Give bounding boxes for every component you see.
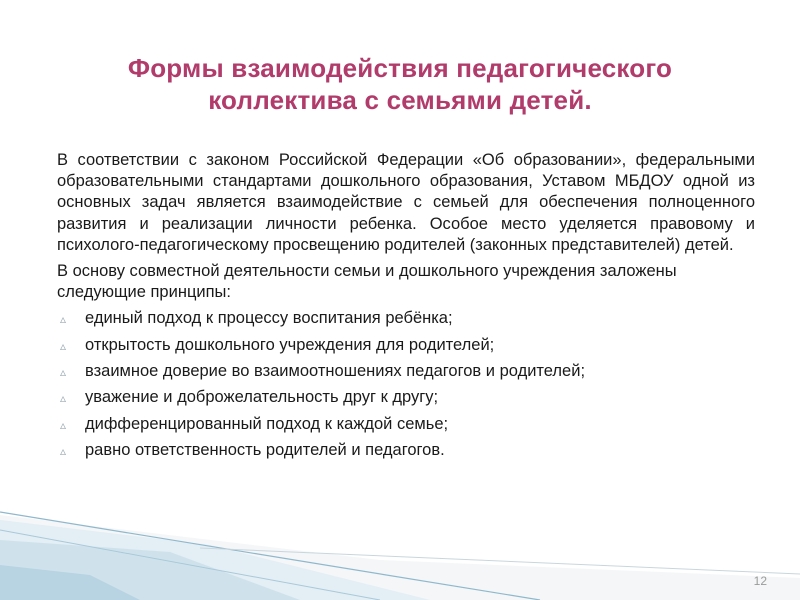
list-item-text: открытость дошкольного учреждения для родителей; — [85, 335, 495, 354]
list-item — [57, 308, 755, 329]
list-item — [57, 440, 755, 461]
slide-title — [60, 52, 740, 116]
triangle-bullet-icon: ▵ — [60, 365, 67, 380]
triangle-bullet-icon: ▵ — [60, 312, 67, 327]
list-item — [57, 361, 755, 382]
triangle-bullet-icon: ▵ — [60, 417, 67, 432]
list-item — [57, 335, 755, 356]
title-line-1: Формы взаимодействия педагогического — [127, 53, 673, 83]
principles-intro-paragraph: В основу совместной деятельности семьи и дошкольного учреждения заложены следующие принципы: — [57, 262, 677, 302]
list-item — [57, 387, 755, 408]
triangle-bullet-icon: ▵ — [60, 391, 67, 406]
slide-body — [57, 150, 755, 466]
list-item-text: дифференцированный подход к каждой семье; — [85, 414, 449, 433]
triangle-bullet-icon: ▵ — [60, 338, 67, 353]
list-item — [57, 414, 755, 435]
list-item-text: уважение и доброжелательность друг к другу; — [85, 388, 439, 407]
list-item-text: единый подход к процессу воспитания ребёнка; — [85, 309, 453, 328]
page-number: 12 — [753, 574, 767, 588]
triangle-bullet-icon: ▵ — [60, 443, 67, 458]
list-item-text: равно ответственность родителей и педагогов. — [85, 440, 445, 459]
list-item-text: взаимное доверие во взаимоотношениях педагогов и родителей; — [85, 362, 586, 381]
title-line-2: коллектива с семьями детей. — [208, 85, 592, 115]
intro-paragraph: В соответствии с законом Российской Федерации «Об образовании», федеральными образовательными стандартами дошкольного образования, Уставом МБДОУ одной из основных задач является взаимодействие с семьей для обеспечения полноценного развития и реализации личности ребенка. Особое место уделяется правовому и психолого-педагогическому просвещению родителей (законных представителей) детей. — [57, 151, 755, 254]
principles-list — [57, 308, 755, 461]
